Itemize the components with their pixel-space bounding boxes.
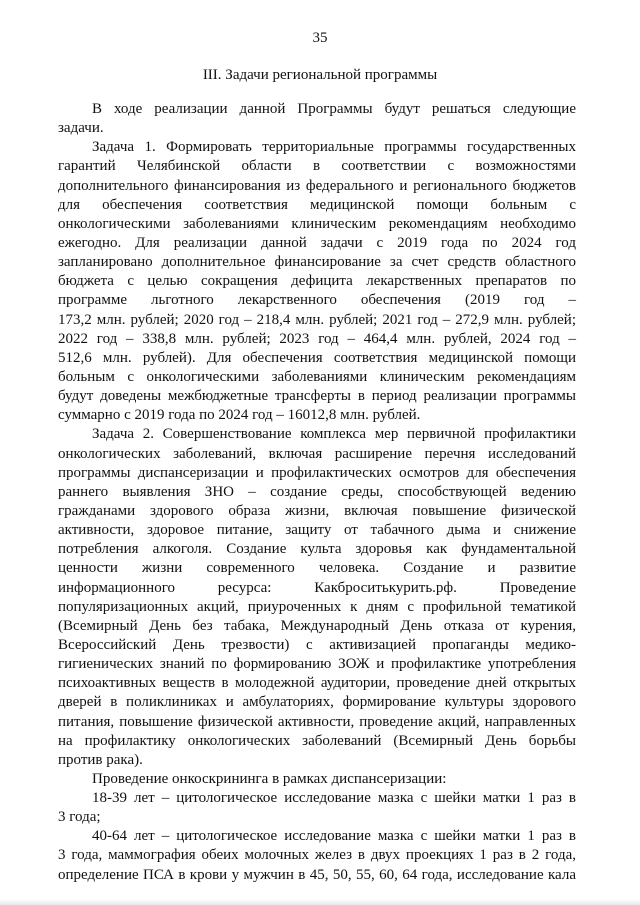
text-line: потребления алкоголя. Создание культа здоровья как фундаментальной [58,541,576,558]
text-line: бюджета с целью сокращения дефицита лекарственных препаратов по [58,273,576,290]
text-line: информационного ресурса: Какброситькурить.рф. Проведение [58,579,576,596]
text-line: для обеспечения соответствия медицинской помощи больным с [58,196,576,213]
text-line: гражданами здорового образа жизни, включая повышение физической [58,502,576,519]
text-line: Всероссийский День трезвости) с активизацией пропаганды медико- [58,636,576,653]
page-edge [0,899,640,905]
text-line: психоактивных веществ в молодежной аудитории, проведение дней открытых [58,675,576,692]
text-line: Задача 1. Формировать территориальные программы государственных [92,139,576,156]
text-line: 512,6 млн. рублей). Для обеспечения соответствия медицинской помощи [58,349,576,366]
text-line: 40-64 лет – цитологическое исследование мазка с шейки матки 1 раз в [92,828,576,845]
text-line: дополнительного финансирования из федерального и регионального бюджетов [58,177,576,194]
text-line: будут доведены межбюджетные трансферты в период реализации программы [58,388,576,405]
text-line: больным с онкологическими заболеваниями клиническим рекомендациям [58,368,576,385]
text-line: 3 года, маммография обеих молочных желез в двух проекциях 1 раз в 2 года, [58,847,576,864]
text-line: 18-39 лет – цитологическое исследование мазка с шейки матки 1 раз в [92,790,576,807]
section-heading: III. Задачи региональной программы [202,67,438,83]
text-line: против рака). [58,751,143,768]
text-line: Проведение онкоскрининга в рамках диспансеризации: [92,770,447,787]
text-line: онкологических заболеваний, включая расширение перечня исследований [58,445,576,462]
text-line: (Всемирный День без табака, Международный День отказа от курения, [58,617,576,634]
body-text [58,100,576,885]
text-line: питания, повышение физической активности, проведение акций, направленных [58,713,576,730]
text-line: ежегодно. Для реализации данной задачи с 2019 года по 2024 год [58,234,576,251]
text-line: Задача 2. Совершенствование комплекса мер первичной профилактики [92,426,576,443]
text-line: 3 года; [58,809,101,826]
text-line: 173,2 млн. рублей; 2020 год – 218,4 млн. рублей; 2021 год – 272,9 млн. рублей; [58,311,576,328]
text-line: на профилактику онкологических заболеваний (Всемирный День борьбы [58,732,576,749]
text-line: суммарно с 2019 года по 2024 год – 16012,8 млн. рублей. [58,407,421,424]
text-line: программе льготного лекарственного обеспечения (2019 год – [58,292,576,309]
page-number: 35 [312,30,328,46]
text-line: раннего выявления ЗНО – создание среды, способствующей ведению [58,483,576,500]
text-line: гарантий Челябинской области в соответствии с возможностями [58,158,576,175]
text-line: 2022 год – 338,8 млн. рублей; 2023 год – 464,4 млн. рублей, 2024 год – [58,330,576,347]
text-line: гигиенических знаний по формированию ЗОЖ и профилактике употребления [58,656,576,673]
text-line: запланировано дополнительное финансирование за счет средств областного [58,254,576,271]
text-line: задачи. [58,120,104,137]
text-line: популяризационных акций, приуроченных к дням с профильной тематикой [58,598,576,615]
text-line: В ходе реализации данной Программы будут решаться следующие [92,101,576,117]
text-line: программы диспансеризации и профилактических осмотров для обеспечения [58,464,576,481]
text-line: онкологическими заболеваниями клиническим рекомендациям необходимо [58,215,576,232]
text-line: активности, здоровое питание, защиту от табачного дыма и снижение [58,522,576,539]
text-line: определение ПСА в крови у мужчин в 45, 50, 55, 60, 64 года, исследование кала [58,866,576,883]
text-line: ценности жизни современного человека. Создание и развитие [58,560,576,577]
text-line: дверей в поликлиниках и амбулаториях, формирование культуры здорового [58,694,576,711]
